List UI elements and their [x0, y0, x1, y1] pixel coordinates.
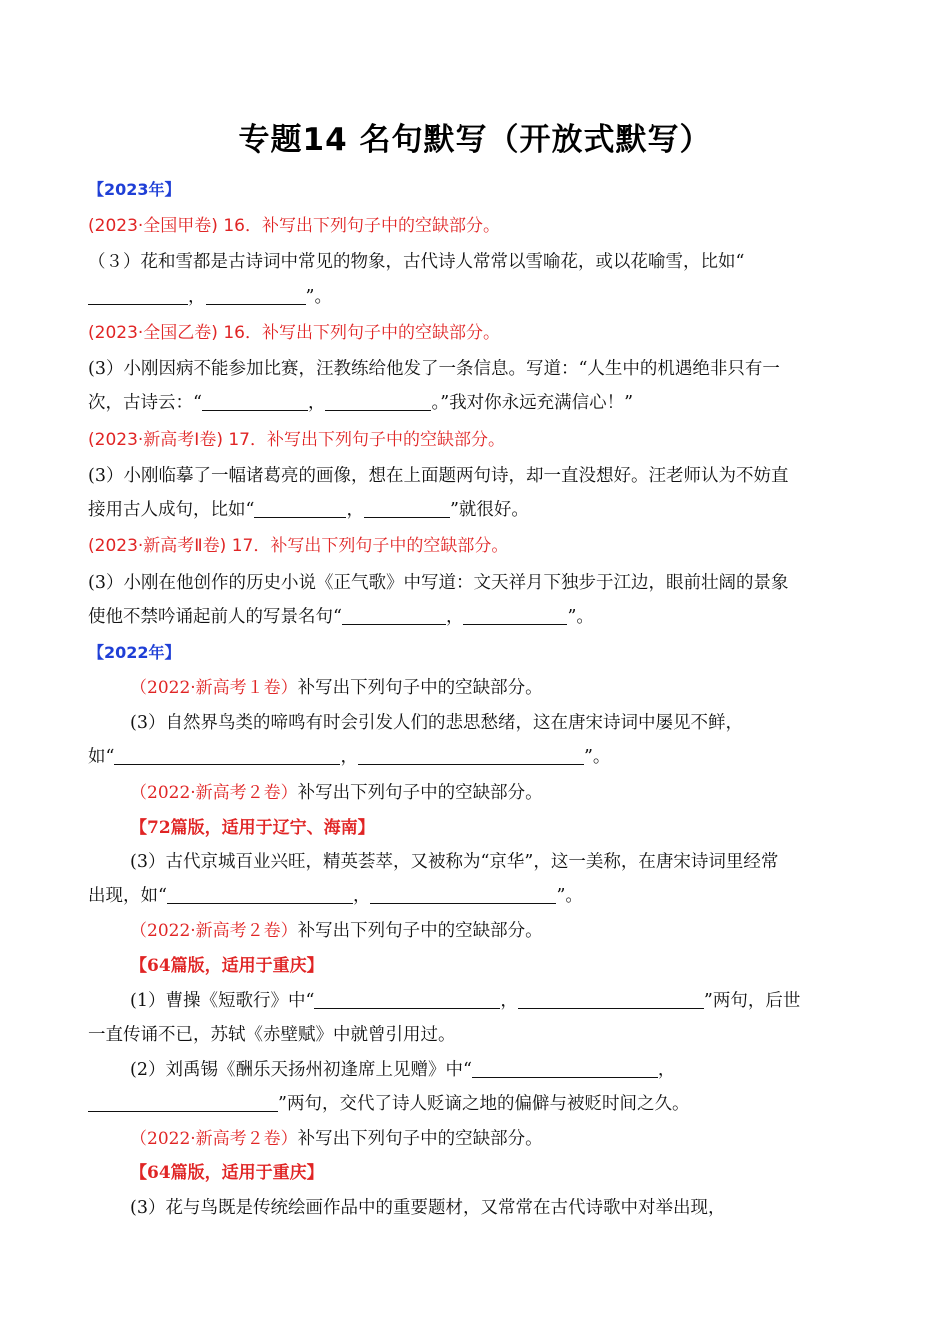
version-note: 【64篇版，适用于重庆】	[130, 956, 324, 976]
question-text: (3）花与鸟既是传统绘画作品中的重要题材，又常常在古代诗歌中对举出现，	[130, 1198, 726, 1218]
answer-blank[interactable]	[88, 1093, 278, 1112]
answer-blank[interactable]	[364, 499, 450, 518]
question-source: （2022·新高考１卷）补写出下列句子中的空缺部分。	[130, 678, 543, 698]
question-source: （2022·新高考２卷）补写出下列句子中的空缺部分。	[130, 1129, 543, 1149]
question-source: (2023·新高考Ⅰ卷) 17．补写出下列句子中的空缺部分。	[88, 430, 505, 450]
answer-line: ， ”。	[88, 284, 868, 310]
question-text: (3）小刚在他创作的历史小说《正气歌》中写道：文天祥月下独步于江边，眼前壮阔的景象	[88, 573, 789, 593]
question-text: (1）曹操《短歌行》中“ ， ”两句，后世	[130, 991, 801, 1011]
version-note: 【72篇版，适用于辽宁、海南】	[130, 818, 375, 838]
question-text: (2）刘禹锡《酬乐天扬州初逢席上见赠》中“ ，	[130, 1060, 676, 1080]
question-source: (2023·全国甲卷) 16．补写出下列句子中的空缺部分。	[88, 216, 500, 236]
answer-line: 使他不禁吟诵起前人的写景名句“ ， ”。	[88, 607, 594, 627]
answer-line: 出现，如“ ， ”。	[88, 886, 583, 906]
question-text: (3）小刚临摹了一幅诸葛亮的画像，想在上面题两句诗，却一直没想好。汪老师认为不妨直	[88, 466, 789, 486]
answer-blank[interactable]	[463, 606, 567, 625]
question-text: 一直传诵不已，苏轼《赤壁赋》中就曾引用过。	[88, 1025, 456, 1045]
answer-line: 次，古诗云：“ ， 。”我对你永远充满信心！”	[88, 393, 634, 413]
answer-blank[interactable]	[342, 606, 446, 625]
answer-blank[interactable]	[206, 286, 306, 305]
answer-blank[interactable]	[88, 286, 188, 305]
question-text: (3）古代京城百业兴旺，精英荟萃，又被称为“京华”，这一美称，在唐宋诗词里经常	[130, 852, 779, 872]
version-note: 【64篇版，适用于重庆】	[130, 1163, 324, 1183]
answer-line: 接用古人成句，比如“ ， ”就很好。	[88, 500, 529, 520]
question-text: (3）自然界鸟类的啼鸣有时会引发人们的悲思愁绪，这在唐宋诗词中屡见不鲜，	[130, 713, 743, 733]
answer-blank[interactable]	[370, 885, 556, 904]
question-source: (2023·新高考Ⅱ卷) 17．补写出下列句子中的空缺部分。	[88, 536, 509, 556]
answer-blank[interactable]	[202, 392, 308, 411]
answer-line: ”两句，交代了诗人贬谪之地的偏僻与被贬时间之久。	[88, 1091, 868, 1117]
answer-blank[interactable]	[518, 990, 704, 1009]
question-text: （３）花和雪都是古诗词中常见的物象，古代诗人常常以雪喻花，或以花喻雪，比如“	[88, 252, 745, 272]
answer-blank[interactable]	[167, 885, 353, 904]
answer-blank[interactable]	[314, 990, 500, 1009]
question-source: （2022·新高考２卷）补写出下列句子中的空缺部分。	[130, 783, 543, 803]
answer-blank[interactable]	[114, 746, 340, 765]
answer-blank[interactable]	[325, 392, 431, 411]
answer-line: 如“ ， ”。	[88, 747, 611, 767]
page-title: 专题14 名句默写（开放式默写）	[238, 122, 712, 158]
year-heading-2022: 【2022年】	[88, 643, 181, 662]
answer-blank[interactable]	[254, 499, 346, 518]
year-heading-2023: 【2023年】	[88, 180, 181, 199]
question-source: （2022·新高考２卷）补写出下列句子中的空缺部分。	[130, 921, 543, 941]
question-text: (3）小刚因病不能参加比赛，汪教练给他发了一条信息。写道：“人生中的机遇绝非只有一	[88, 359, 780, 379]
answer-blank[interactable]	[358, 746, 584, 765]
question-source: (2023·全国乙卷) 16．补写出下列句子中的空缺部分。	[88, 323, 500, 343]
answer-blank[interactable]	[472, 1059, 658, 1078]
